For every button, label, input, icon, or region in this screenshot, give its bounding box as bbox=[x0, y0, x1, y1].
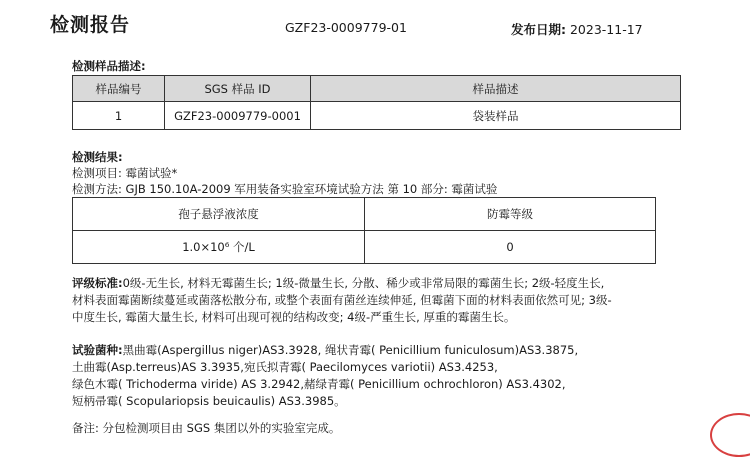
strains-line-1: 黑曲霉(Aspergillus niger)AS3.3928, 绳状青霉( Penicillium funiculosum)AS3.3875, bbox=[122, 343, 579, 357]
table-cell: 袋装样品 bbox=[311, 102, 681, 130]
table-cell: 1 bbox=[73, 102, 165, 130]
remark-note: 备注: 分包检测项目由 SGS 集团以外的实验室完成。 bbox=[72, 421, 341, 435]
strains-line-2: 土曲霉(Asp.terreus)AS 3.3935,宛氏拟青霉( Paecilomyces variotii) AS3.4253, bbox=[72, 360, 498, 374]
column-header: 样品编号 bbox=[73, 76, 165, 102]
column-header: 样品描述 bbox=[311, 76, 681, 102]
results-heading: 检测结果: bbox=[72, 150, 123, 164]
column-header: 孢子悬浮液浓度 bbox=[73, 198, 365, 231]
mould-grade-value: 0 bbox=[365, 231, 656, 264]
table-cell: GZF23-0009779-0001 bbox=[165, 102, 311, 130]
issue-date-label: 发布日期: bbox=[511, 22, 566, 37]
test-strains bbox=[72, 342, 687, 410]
issue-date bbox=[511, 20, 643, 38]
sample-description-heading: 检测样品描述: bbox=[72, 59, 146, 73]
issue-date-value: 2023-11-17 bbox=[569, 22, 643, 37]
report-number: GZF23-0009779-01 bbox=[285, 20, 407, 35]
spore-concentration-value: 1.0×10⁶ 个/L bbox=[73, 231, 365, 264]
strains-line-3: 绿色木霉( Trichoderma viride) AS 3.2942,赭绿青霉( Penicillium ochrochloron) AS3.4302, bbox=[72, 377, 566, 391]
strains-label: 试验菌种: bbox=[72, 343, 123, 357]
fungus-result-table bbox=[72, 197, 656, 264]
test-item: 检测项目: 霉菌试验* bbox=[72, 166, 178, 180]
sample-table-header bbox=[73, 76, 681, 102]
rating-line-2: 材料表面霉菌断续蔓延或菌落松散分布, 或整个表面有菌丝连续伸延, 但霉菌下面的材料表面依然可见; 3级- bbox=[72, 293, 612, 307]
rating-label: 评级标准: bbox=[72, 276, 123, 290]
test-method: 检测方法: GJB 150.10A-2009 军用装备实验室环境试验方法 第 10 部分: 霉菌试验 bbox=[72, 182, 498, 196]
column-header: SGS 样品 ID bbox=[165, 76, 311, 102]
column-header: 防霉等级 bbox=[365, 198, 656, 231]
rating-line-1: 0级-无生长, 材料无霉菌生长; 1级-微量生长, 分散、稀少或非常局限的霉菌生长; 2级-轻度生长, bbox=[122, 276, 605, 290]
sample-table bbox=[72, 75, 681, 130]
rating-criteria bbox=[72, 275, 687, 326]
rating-line-3: 中度生长, 霉菌大量生长, 材料可出现可视的结构改变; 4级-严重生长, 厚重的霉菌生长。 bbox=[72, 310, 516, 324]
table-row bbox=[73, 231, 656, 264]
strains-line-4: 短柄帚霉( Scopulariopsis beuicaulis) AS3.3985。 bbox=[72, 394, 346, 408]
red-stamp-edge bbox=[710, 413, 750, 457]
report-title: 检测报告 bbox=[50, 14, 131, 36]
table-row bbox=[73, 102, 681, 130]
table-row bbox=[73, 198, 656, 231]
